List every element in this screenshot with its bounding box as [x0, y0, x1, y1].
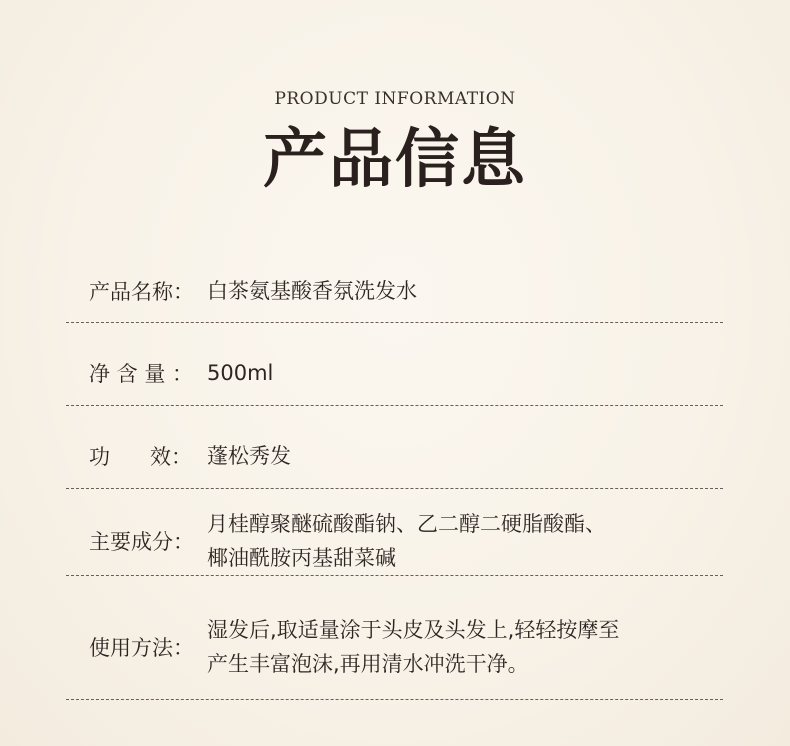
info-row-net-content: [89, 356, 729, 390]
divider: [66, 322, 723, 323]
ingredients-label: 主要成分：: [89, 530, 194, 554]
divider: [66, 488, 723, 489]
usage-label: 使用方法：: [89, 636, 194, 660]
section-subtitle: PRODUCT INFORMATION: [274, 89, 516, 109]
page-title: 产品信息: [263, 122, 527, 197]
product-name-label: 产品名称：: [89, 280, 194, 304]
info-row-ingredients: [89, 507, 729, 575]
divider: [66, 405, 723, 406]
product-name-value: 白茶氨基酸香氛洗发水: [207, 279, 417, 303]
usage-value: [207, 613, 619, 681]
info-row-efficacy: [89, 439, 729, 473]
usage-line-2: 产生丰富泡沫,再用清水冲洗干净。: [207, 652, 529, 676]
net-content-label: 净 含 量 ：: [89, 362, 194, 386]
ingredients-line-2: 椰油酰胺丙基甜菜碱: [207, 546, 396, 570]
divider: [66, 699, 723, 700]
ingredients-value: [207, 507, 606, 575]
efficacy-label: 功 效：: [89, 445, 193, 469]
usage-line-1: 湿发后,取适量涂于头皮及头发上,轻轻按摩至: [207, 618, 620, 642]
info-row-product-name: [89, 274, 729, 308]
efficacy-value: 蓬松秀发: [207, 444, 291, 468]
divider: [66, 575, 723, 576]
net-content-value: 500ml: [207, 361, 274, 385]
info-row-usage: [89, 613, 729, 681]
ingredients-line-1: 月桂醇聚醚硫酸酯钠、乙二醇二硬脂酸酯、: [207, 512, 606, 536]
